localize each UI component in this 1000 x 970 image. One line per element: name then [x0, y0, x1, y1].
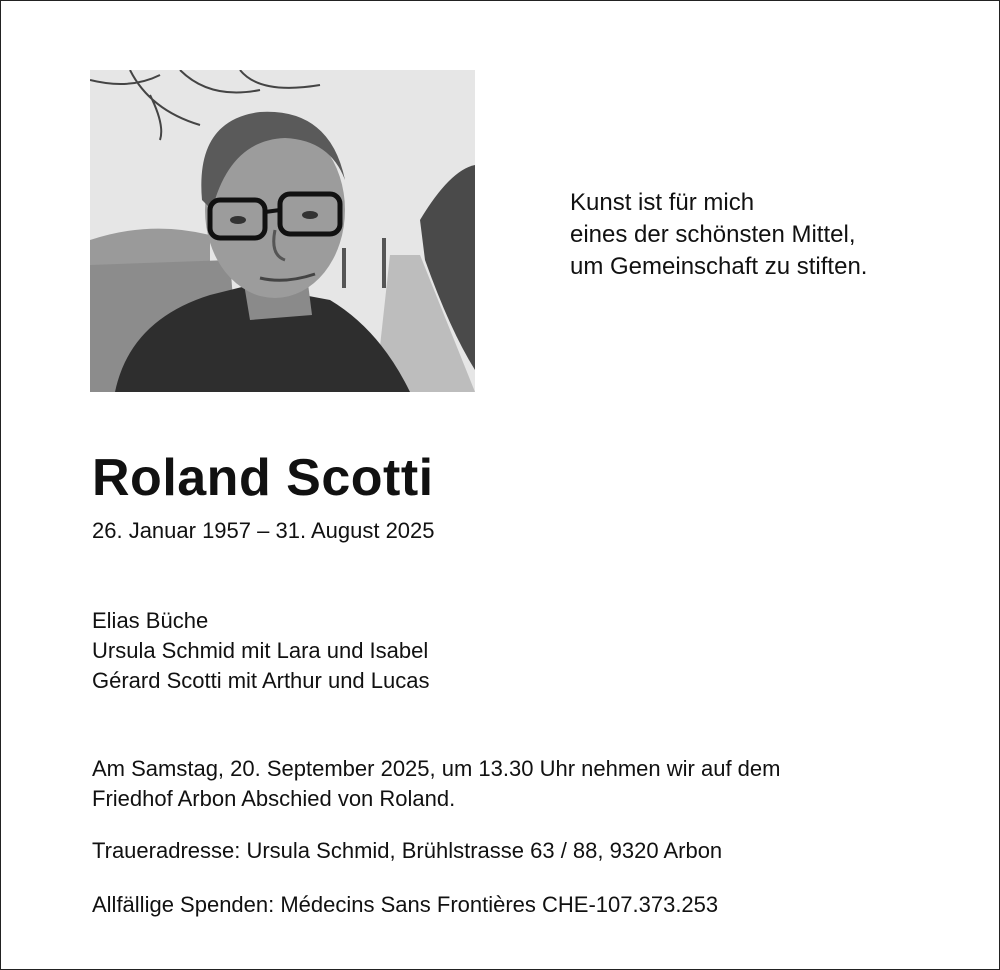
mourning-address: Traueradresse: Ursula Schmid, Brühlstrasse 63 / 88, 9320 Arbon [92, 838, 723, 863]
mourner-entry: Ursula Schmid mit Lara und Isabel [92, 638, 429, 663]
portrait-photo-icon [90, 70, 475, 392]
ceremony-line: Friedhof Arbon Abschied von Roland. [92, 786, 456, 811]
ceremony-line: Am Samstag, 20. September 2025, um 13.30 Uhr nehmen wir auf dem [92, 756, 781, 781]
portrait-photo [90, 70, 475, 392]
deceased-name: Roland Scotti [92, 449, 434, 507]
quote-line: Kunst ist für mich [570, 189, 755, 216]
mourner-entry: Elias Büche [92, 608, 209, 633]
mourners-list [92, 606, 430, 696]
life-dates: 26. Januar 1957 – 31. August 2025 [92, 518, 435, 543]
quote-block [570, 187, 867, 283]
donations-note: Allfällige Spenden: Médecins Sans Frontières CHE-107.373.253 [92, 892, 719, 917]
ceremony-notice [92, 754, 780, 814]
quote-line: eines der schönsten Mittel, [570, 221, 856, 248]
quote-line: um Gemeinschaft zu stiften. [570, 253, 868, 280]
mourner-entry: Gérard Scotti mit Arthur und Lucas [92, 668, 430, 693]
